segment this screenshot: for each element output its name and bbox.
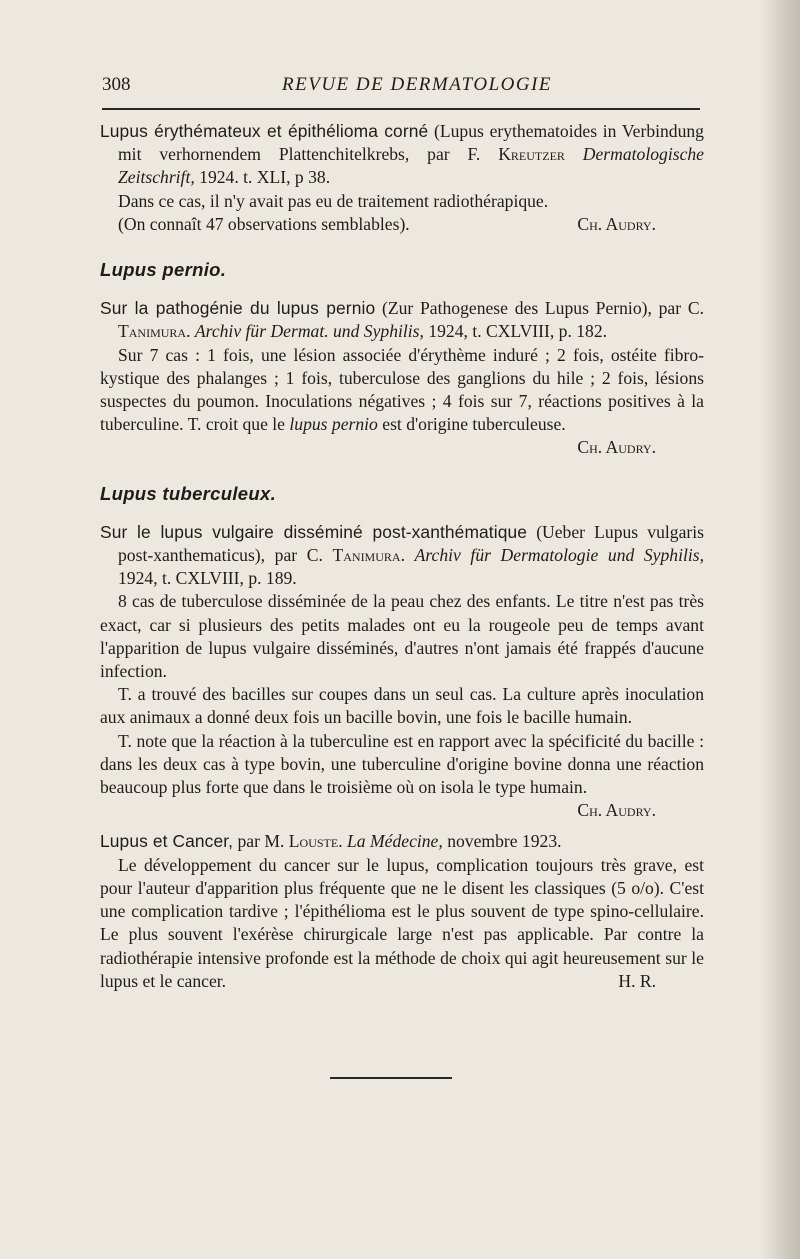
page-edge-shadow <box>760 0 800 1259</box>
signature: Ch. Audry. <box>577 437 656 458</box>
entry-lupus-erythemateux <box>100 120 704 236</box>
entry-lupus-et-cancer <box>100 830 704 992</box>
paragraph-with-signature <box>100 730 704 821</box>
paragraph-text: Le développement du cancer sur le lupus, complication toujours très grave, est pour l'auteur d'apparition plus fréquente que ne le disent les classiques (5 o/o). C'est une complication tardive ; l'épithélioma est le plus souvent de type spino-cellulaire. Le plus souvent l'exérèse chirurgicale large n'est pas applicable. Par contre la radiothérapie intensive profonde est la méthode de choix qui agit heureusement sur le lupus et le cancer. <box>100 854 704 991</box>
author-name: Louste. <box>288 831 343 852</box>
citation-text: (Lupus erythematoides in Verbindung mit verhornendem Plattenchitelkrebs, par F. <box>118 121 704 165</box>
paragraph-text: T. note que la réaction à la tuberculine est en rapport avec la spécificité du bacille : dans les deux cas à type bovin, une tuberculine d'origine bovine donna une réaction beaucoup plus forte que dans le troisième où on isola le type humain. <box>100 730 704 798</box>
entry-lupus-tuberculeux <box>100 521 704 823</box>
paragraph-with-signature <box>100 854 704 993</box>
citation-ref: 1924, t. CXLVIII, p. 182. <box>428 321 608 342</box>
paragraph: 8 cas de tuberculose disséminée de la peau chez des enfants. Le titre n'est pas très exact, car si plusieurs des petits malades ont eu la rougeole peu de temps avant l'apparition de lupus vulgaire disséminés, d'autres n'ont jamais été frappés d'aucune infection. <box>100 591 704 682</box>
signature: Ch. Audry. <box>577 800 656 821</box>
paragraph-with-signature <box>100 344 704 458</box>
citation-ref: 1924, t. CXLVIII, p. 189. <box>118 568 297 589</box>
end-rule <box>330 1077 452 1079</box>
paragraph: T. a trouvé des bacilles sur coupes dans un seul cas. La culture après inoculation aux animaux a donné deux fois un bacille bovin, une fois le bacille humain. <box>100 684 704 728</box>
signature: H. R. <box>618 970 656 991</box>
author-name: Kreutzer <box>498 144 565 165</box>
signature: Ch. Audry. <box>577 213 656 234</box>
running-title: REVUE DE DERMATOLOGIE <box>282 74 553 95</box>
article-body <box>100 120 704 993</box>
entry-title: Lupus érythémateux et épithélioma corné <box>100 121 429 141</box>
page-number: 308 <box>102 74 131 95</box>
section-heading-lupus-pernio: Lupus pernio. <box>100 259 227 281</box>
journal-name: Archiv für Dermat. und Syphilis, <box>194 321 424 342</box>
header-rule <box>102 108 700 110</box>
entry-citation <box>100 830 704 853</box>
citation-text: (Zur Pathogenese des Lupus Pernio), par C. <box>381 298 704 319</box>
entry-title: Sur le lupus vulgaire disséminé post-xanthématique <box>100 521 528 542</box>
paragraph-with-signature <box>100 213 704 236</box>
citation-ref: 1924. t. XLI, p 38. <box>199 167 331 188</box>
citation-text: (Ueber Lupus vulgaris post-xanthematicus), par C. <box>118 521 704 566</box>
citation-text: par M. <box>233 831 289 852</box>
author-name: Tanimura. <box>332 545 405 566</box>
page-header <box>102 74 702 102</box>
journal-name: La Médecine, <box>347 831 443 852</box>
paragraph-text: Sur 7 cas : 1 fois, une lésion associée d'érythème induré ; 2 fois, ostéite fibro-kystique des phalanges ; 1 fois, tuberculose des ganglions du hile ; 2 fois, lésions suspectes du poumon. Inoculations négatives ; 4 fois sur 7, réactions positives à la tuberculine. T. croit que le <box>100 344 704 435</box>
italic-term: lupus pernio <box>289 414 378 435</box>
entry-title: Sur la pathogénie du lupus pernio <box>100 298 376 319</box>
journal-name: Archiv für Dermatologie und Syphilis, <box>414 545 704 566</box>
entry-lupus-pernio <box>100 297 704 459</box>
author-name: Tanimura. <box>118 321 191 342</box>
paragraph-text-end: est d'origine tuberculeuse. <box>377 414 566 435</box>
journal-name: Dermatologische Zeitschrift, <box>118 144 704 188</box>
entry-citation <box>100 120 704 190</box>
paragraph-text: (On connaît 47 observations semblables). <box>118 213 410 234</box>
entry-citation <box>100 521 704 591</box>
paragraph: Dans ce cas, il n'y avait pas eu de traitement radiothérapique. <box>118 190 549 211</box>
section-heading-lupus-tuberculeux: Lupus tuberculeux. <box>100 482 277 504</box>
citation-ref: novembre 1923. <box>447 831 562 852</box>
entry-title: Lupus et Cancer, <box>100 831 234 852</box>
entry-citation <box>100 297 704 343</box>
